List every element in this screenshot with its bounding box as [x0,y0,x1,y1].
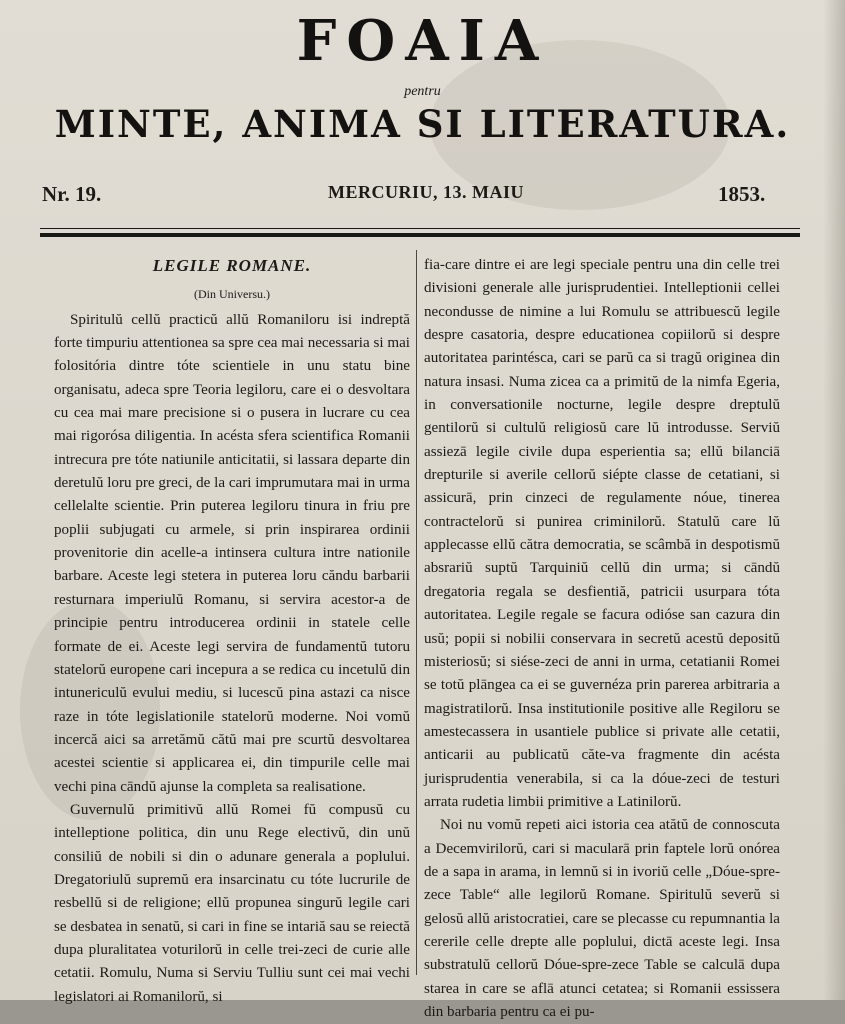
masthead-subtitle: MINTE, ANIMA SI LITERATURA. [54,102,791,146]
paragraph: Noi nu vomŭ repeti aici istoria cea atătŭ de connoscuta a Decemvirilorŭ, cari si macularā prin faptele lorŭ onórea de a sapa in arama, in lemnŭ si in ivoriŭ celle „Dóue-spre-zece Table“ alle legilorŭ Romane. Spiritulŭ severŭ si gelosŭ allŭ aristocratiei, care se plecasse cu repumnantia la cererile celle drepte alle poplului, dictā aceste legi. Insa substratulŭ cellorŭ Dóue-spre-zece Table se calculā dupa starea in care se aflā atunci cetatea; si Romanii essissera din barbaria pentru ca ei pu- [424,817,780,1020]
paragraph: Spiritulŭ cellŭ practicŭ allŭ Romaniloru isi indreptă forte timpuriu attentionea sa spre cea mai necessaria si mai folositória dintre tóte scientiele in unu statu bine organisatu, adeca spre Teoria legiloru, care ei o desvoltara cu cea mai mare precisione si o pusera in lucrare cu cea mai rigorósa diligentia. In acésta sfera scientifica Romanii intrecura pre tóte natiunile anticitatii, si lassara departe din deretulŭ loru pre greci, de la cari imprumutara mai in urma cellelalte scientie. Prin puterea legiloru tinura in friu pre poplii subjugati cu armele, si prin inspirarea ordinii provenitorie din acelle-a intinsera cultura intre nationile barbare. Aceste legi stetera in puterea loru căndu barbarii resturnara imperiulŭ Romanu, si servira acestor-a de principie pentru introducerea ordinii in statele celle formate de ei. Aceste legi servira de fundamentŭ tutoru statelorŭ europene cari incepura a se redica cu incetulŭ din intunericulŭ evului mediu, si lucescŭ pina astazi ca nisce raze in tóte legislationile statelorŭ moderne. Noi vomŭ incercă aici sa arretămŭ cătŭ mai pre scurtŭ desvoltarea acestei scientie si applicarea ei, din timpurile celle mai vechi pina cāndŭ ajunse la completa sa realisatione. [54,311,410,795]
paragraph: Guvernulŭ primitivŭ allŭ Romei fŭ compusŭ cu intelleptione politica, din unu Rege electivŭ, din unŭ consiliŭ de nobili si din o adunare generala a poplului. Dregatoriulŭ supremŭ era insarcinatu cu tóte lucrurile de resbellŭ si de religione; ellŭ propunea singurŭ legile cari se desbatea in senatŭ, si cari in fine se intariă sau se reiectă dupa pluralitatea voturilorŭ in celle trei-zeci de curie alle cetatii. Romulu, Numa si Serviu Tulliu sunt cei mai vechi legislatori ai Romanilorŭ, si [54,801,410,1005]
header-rule-thick [40,233,800,237]
issue-number: Nr. 19. [42,182,102,206]
paragraph: fia-care dintre ei are legi speciale pentru una din celle trei divisioni generale alle jurisprudentiei. Intelleptionii cellei necondusse de nimine a lui Romulu se attribuescŭ legile despre casatoria, despre educationea copiilorŭ si despre autoritatea parintésca, cari se parŭ ca si tragŭ originea din natura insasi. Numa zicea ca a primitŭ de la nimfa Egeria, in conversationile nocturne, legile despre dreptulŭ gentilorŭ si cultulŭ religiosŭ care lŭ introdusse. Serviŭ assiezā legile civile dupa esperientia sa; ellŭ bilanciā drepturile si averile cellorŭ siépte classe de cetatiani, si assicurā, prin cinzeci de regulamente nóue, tinerea contractelorŭ si punirea criminilorŭ. Statulŭ care lŭ applecasse ellŭ cătra democratia, se scâmbă in despotismŭ absrariŭ suptŭ Tarquiniŭ cellŭ din urma; si cāndŭ dregatoria regala se desfientiă, patricii usurpara tóta autoritatea. Legile regale se facura odióse san cazura din usŭ; popii si nobilii conservara in secretŭ acestŭ depositŭ misteriosŭ; si siése-zeci de anni in urma, cetatianii Romei se totŭ plāngea ca ei se guvernéza prin parerea arbitraria a magistratilorŭ. Insa institutionile positive alle Regiloru se amestecassera in usantiele publice si private alle cetatii, anticarii au publicatŭ căte-va fragmente din acésta jurisprudentia venerabila, si ca la dóue-zeci de testuri arrata rudetia limbii primitive a Latinilorŭ. [424,257,780,810]
left-column [54,254,410,1009]
header-rule-thin [40,228,800,229]
masthead-title: FOAIA [296,8,549,74]
masthead-pentru: pentru [404,84,441,99]
column-divider [416,250,417,975]
article-title: LEGILE ROMANE. [152,256,312,275]
issue-date: MERCURIU, 13. MAIU [328,182,524,202]
article-source: (Din Universu.) [194,287,270,302]
right-column [424,254,780,1024]
issue-year: 1853. [718,182,766,206]
